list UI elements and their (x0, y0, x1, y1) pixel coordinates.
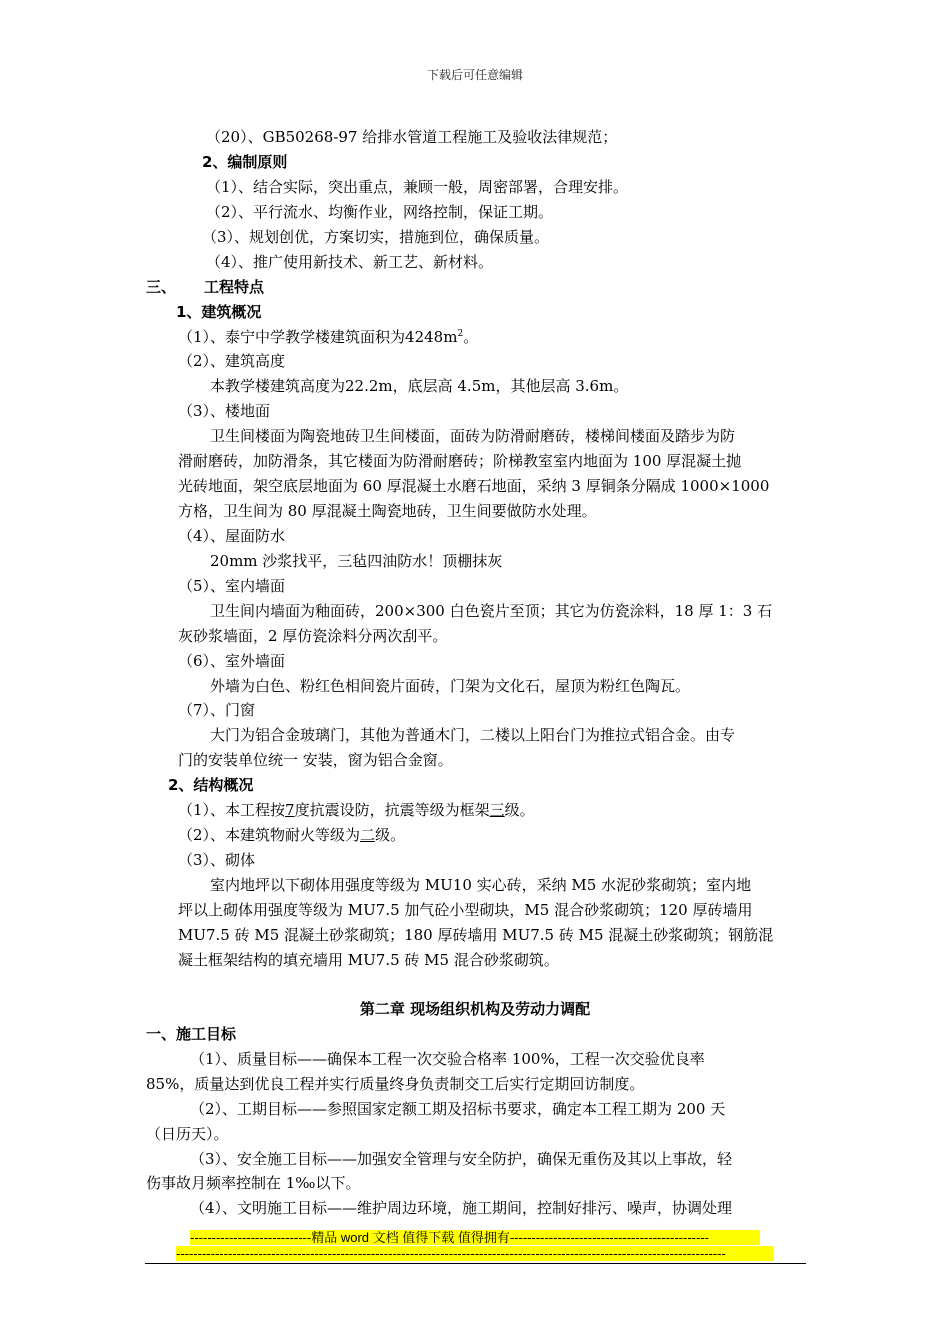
text-line: 门的安装单位统一 安装，窗为铝合金窗。 (178, 751, 453, 769)
text-line (178, 825, 405, 845)
text-line: （6）、室外墙面 (178, 652, 286, 670)
section-heading: 工程特点 (204, 278, 265, 296)
text-line: 滑耐磨砖，加防滑条，其它楼面为防滑耐磨砖；阶梯教室室内地面为 100 厚混凝土抛 (178, 452, 742, 470)
text-line: 85%，质量达到优良工程并实行质量终身负责制交工后实行定期回访制度。 (146, 1075, 645, 1093)
text-line: （4）、推广使用新技术、新工艺、新材料。 (206, 253, 494, 271)
text-line: 光砖地面，架空底层地面为 60 厚混凝土水磨石地面，采纳 3 厚铜条分隔成 1000×1000 (178, 477, 770, 495)
text-line: （3）、规划创优，方案切实，措施到位，确保质量。 (202, 228, 550, 246)
section-heading: 2、结构概况 (168, 776, 254, 794)
text-line: 外墙为白色、粉红色相间瓷片面砖，门架为文化石，屋顶为粉红色陶瓦。 (210, 677, 691, 695)
text-line: 卫生间内墙面为釉面砖，200×300 白色瓷片至顶；其它为仿瓷涂料，18 厚 1：3 石 (210, 602, 773, 620)
underlined-value: 二 (360, 826, 376, 844)
text-line: （4）、屋面防水 (178, 527, 286, 545)
text-line: （4）、文明施工目标——维护周边环境，施工期间，控制好排污、噪声，协调处理 (190, 1199, 733, 1217)
text-line: （3）、砌体 (178, 851, 256, 869)
text-line (178, 800, 535, 820)
chapter-title: 第二章 现场组织机构及劳动力调配 (359, 1000, 591, 1018)
text-line: 室内地坪以下砌体用强度等级为 MU10 实心砖，采纳 M5 水泥砂浆砌筑；室内地 (210, 876, 752, 894)
section-heading: 1、建筑概况 (176, 303, 262, 321)
text-line: 卫生间楼面为陶瓷地砖卫生间楼面，面砖为防滑耐磨砖，楼梯间楼面及踏步为防 (210, 427, 736, 445)
text-line: （3）、楼地面 (178, 402, 271, 420)
text-line (178, 327, 478, 347)
text-line: （3）、安全施工目标——加强安全管理与安全防护，确保无重伤及其以上事故，轻 (190, 1150, 733, 1168)
text-run: （2）、本建筑物耐火等级为 (178, 826, 361, 844)
footer-banner-line2: ------------------------------------------------------------------------------------------------------------------------------- (176, 1246, 774, 1261)
text-run: 级。 (504, 801, 535, 819)
text-line: （5）、室内墙面 (178, 577, 286, 595)
text-line: 伤事故月频率控制在 1‰以下。 (146, 1174, 361, 1192)
text-line: （7）、门窗 (178, 701, 256, 719)
footer-banner-line1: ----------------------------精品 word 文档 值得下载 值得拥有---------------------------------------------- (190, 1230, 760, 1245)
text-line: 坪以上砌体用强度等级为 MU7.5 加气砼小型砌块，M5 混合砂浆砌筑；120 厚砖墙用 (178, 901, 753, 919)
text-line: （日历天）。 (146, 1125, 229, 1143)
text-line: （2）、平行流水、均衡作业，网络控制，保证工期。 (206, 203, 554, 221)
text-line: 方格，卫生间为 80 厚混凝土陶瓷地砖，卫生间要做防水处理。 (178, 502, 597, 520)
text-line: 大门为铝合金玻璃门，其他为普通木门，二楼以上阳台门为推拉式铝合金。由专 (210, 726, 736, 744)
text-line: MU7.5 砖 M5 混凝土砂浆砌筑；180 厚砖墙用 MU7.5 砖 M5 混凝土砂浆砌筑；钢筋混 (178, 926, 774, 944)
text-run: （1）、本工程按 (178, 801, 286, 819)
text-run: （1）、泰宁中学教学楼建筑面积为4248m (178, 328, 458, 346)
text-run: 度抗震设防，抗震等级为框架 (294, 801, 490, 819)
text-line: （2）、建筑高度 (178, 352, 286, 370)
text-run: 。 (463, 328, 479, 346)
chapter-number: 三、 (146, 278, 177, 296)
text-line: （2）、工期目标——参照国家定额工期及招标书要求，确定本工程工期为 200 天 (190, 1100, 726, 1118)
text-line: （1）、结合实际，突出重点，兼顾一般，周密部署，合理安排。 (206, 178, 629, 196)
page-header: 下载后可任意编辑 (426, 68, 523, 82)
underlined-value: 三 (489, 801, 505, 819)
underlined-value: 7 (285, 801, 295, 819)
text-run: 级。 (375, 826, 406, 844)
footer-rule (145, 1263, 806, 1264)
superscript: 2 (457, 329, 464, 339)
section-heading: 一、施工目标 (146, 1025, 237, 1043)
text-line: （1）、质量目标——确保本工程一次交验合格率 100%，工程一次交验优良率 (190, 1050, 705, 1068)
text-line: （20）、GB50268-97 给排水管道工程施工及验收法律规范； (206, 128, 618, 146)
text-line: 本教学楼建筑高度为22.2m，底层高 4.5m，其他层高 3.6m。 (210, 377, 629, 395)
text-line: 灰砂浆墙面，2 厚仿瓷涂料分两次刮平。 (178, 627, 448, 645)
section-heading: 2、编制原则 (202, 153, 288, 171)
text-line: 凝土框架结构的填充墙用 MU7.5 砖 M5 混合砂浆砌筑。 (178, 951, 559, 969)
text-line: 20mm 沙浆找平，三毡四油防水！顶棚抹灰 (210, 552, 503, 570)
